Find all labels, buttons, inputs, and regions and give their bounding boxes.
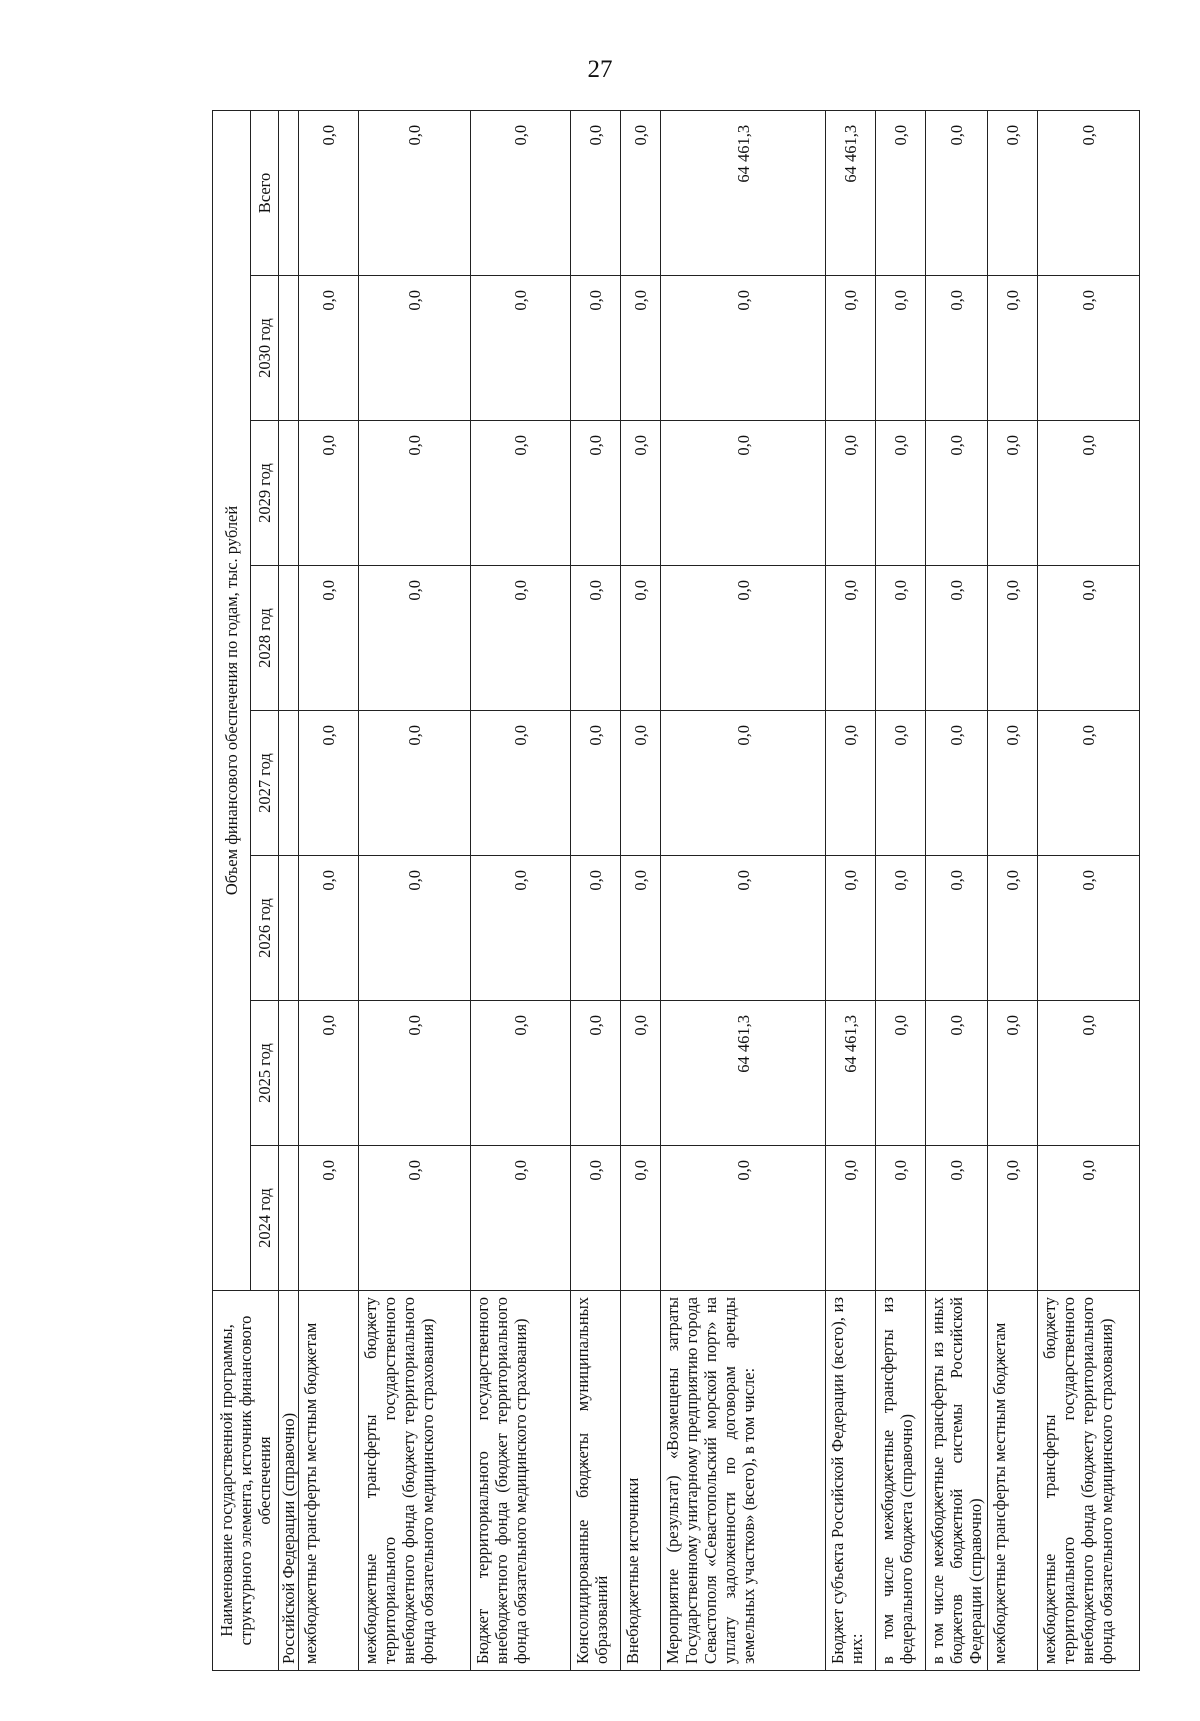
value-cell: 0,0 — [621, 421, 661, 566]
table-row — [621, 110, 661, 1670]
row-name: Внебюджетные источники — [621, 1291, 661, 1671]
value-cell: 0,0 — [876, 276, 926, 421]
value-cell: 0,0 — [988, 1001, 1038, 1146]
value-cell: 0,0 — [1038, 566, 1140, 711]
value-cell: 0,0 — [299, 1146, 359, 1291]
value-cell: 0,0 — [621, 1146, 661, 1291]
value-cell: 0,0 — [988, 1146, 1038, 1291]
header-year: 2026 год — [251, 856, 279, 1001]
value-cell: 0,0 — [1038, 711, 1140, 856]
value-cell: 0,0 — [471, 711, 571, 856]
table-row — [571, 110, 621, 1670]
value-cell: 0,0 — [926, 110, 988, 275]
value-cell: 0,0 — [1038, 276, 1140, 421]
value-cell: 0,0 — [826, 276, 876, 421]
value-cell: 0,0 — [926, 276, 988, 421]
table-row — [826, 110, 876, 1670]
row-name: Консолидированные бюджеты муниципальных образований — [571, 1291, 621, 1671]
value-cell: 64 461,3 — [661, 1001, 826, 1146]
value-cell: 0,0 — [571, 421, 621, 566]
page-number: 27 — [587, 56, 613, 83]
table-row — [661, 110, 826, 1670]
row-name: Мероприятие (результат) «Возмещены затраты Государственному унитарному предприятию города Севастополя «Севастопольский морской порт» на уплату задолженности по договорам аренды земельных участков» (всего), в том числе: — [661, 1291, 826, 1671]
value-cell: 0,0 — [876, 421, 926, 566]
value-cell: 0,0 — [299, 566, 359, 711]
row-name: Бюджет территориального государственного внебюджетного фонда (бюджет территориального фонда обязательного медицинского страхования) — [471, 1291, 571, 1671]
value-cell: 0,0 — [1038, 1146, 1140, 1291]
value-cell: 0,0 — [926, 421, 988, 566]
value-cell: 0,0 — [299, 856, 359, 1001]
row-name: межбюджетные трансферты бюджету территориального государственного внебюджетного фонда (бюджету территориального фонда обязательного медицинского страхования) — [359, 1291, 471, 1671]
top-row-label: Российской Федерации (справочно) — [279, 1291, 299, 1671]
table-row — [1038, 110, 1140, 1670]
header-year: 2025 год — [251, 1001, 279, 1146]
value-cell: 0,0 — [661, 1146, 826, 1291]
value-cell: 0,0 — [1038, 856, 1140, 1001]
value-cell: 0,0 — [621, 566, 661, 711]
value-cell: 0,0 — [571, 1001, 621, 1146]
value-cell: 0,0 — [876, 1146, 926, 1291]
value-cell: 0,0 — [299, 276, 359, 421]
value-cell: 64 461,3 — [826, 1001, 876, 1146]
header-group: Объем финансового обеспечения по годам, тыс. рублей — [213, 110, 251, 1290]
value-cell: 0,0 — [876, 1001, 926, 1146]
value-cell: 0,0 — [359, 1001, 471, 1146]
row-name: межбюджетные трансферты местным бюджетам — [299, 1291, 359, 1671]
value-cell: 64 461,3 — [661, 110, 826, 275]
value-cell: 0,0 — [661, 856, 826, 1001]
value-cell: 0,0 — [571, 276, 621, 421]
financing-table — [212, 110, 1140, 1671]
value-cell: 0,0 — [926, 566, 988, 711]
value-cell: 0,0 — [826, 421, 876, 566]
value-cell: 0,0 — [661, 711, 826, 856]
value-cell: 0,0 — [359, 566, 471, 711]
row-name: в том числе межбюджетные трансферты из федерального бюджета (справочно) — [876, 1291, 926, 1671]
header-year: 2028 год — [251, 566, 279, 711]
header-year: 2027 год — [251, 711, 279, 856]
value-cell: 0,0 — [988, 276, 1038, 421]
value-cell: 0,0 — [621, 1001, 661, 1146]
row-name: межбюджетные трансферты бюджету территориального государственного внебюджетного фонда (бюджету территориального фонда обязательного медицинского страхования) — [1038, 1291, 1140, 1671]
value-cell: 0,0 — [826, 856, 876, 1001]
value-cell: 0,0 — [299, 1001, 359, 1146]
value-cell: 0,0 — [826, 711, 876, 856]
value-cell: 0,0 — [471, 110, 571, 275]
value-cell: 0,0 — [826, 566, 876, 711]
value-cell: 0,0 — [826, 1146, 876, 1291]
value-cell: 0,0 — [359, 421, 471, 566]
table-row — [876, 110, 926, 1670]
value-cell: 0,0 — [359, 110, 471, 275]
value-cell: 0,0 — [661, 421, 826, 566]
value-cell: 0,0 — [471, 276, 571, 421]
value-cell: 0,0 — [471, 1146, 571, 1291]
value-cell: 0,0 — [571, 711, 621, 856]
value-cell: 0,0 — [471, 1001, 571, 1146]
header-name-column: Наименование государственной программы, структурного элемента, источник финансового обеспечения — [213, 1291, 279, 1671]
value-cell: 0,0 — [988, 421, 1038, 566]
row-name: Бюджет субъекта Российской Федерации (всего), из них: — [826, 1291, 876, 1671]
value-cell: 0,0 — [988, 711, 1038, 856]
value-cell: 0,0 — [571, 110, 621, 275]
value-cell: 0,0 — [299, 110, 359, 275]
value-cell: 0,0 — [571, 566, 621, 711]
value-cell: 0,0 — [299, 711, 359, 856]
row-name: в том числе межбюджетные трансферты из иных бюджетов бюджетной системы Российской Федерации (справочно) — [926, 1291, 988, 1671]
value-cell: 0,0 — [621, 110, 661, 275]
value-cell: 0,0 — [299, 421, 359, 566]
header-year: 2024 год — [251, 1146, 279, 1291]
value-cell: 0,0 — [661, 276, 826, 421]
value-cell: 0,0 — [571, 1146, 621, 1291]
value-cell: 0,0 — [876, 856, 926, 1001]
value-cell: 0,0 — [926, 711, 988, 856]
value-cell: 0,0 — [926, 856, 988, 1001]
value-cell: 0,0 — [876, 711, 926, 856]
row-name: межбюджетные трансферты местным бюджетам — [988, 1291, 1038, 1671]
value-cell: 64 461,3 — [826, 110, 876, 275]
value-cell: 0,0 — [359, 856, 471, 1001]
value-cell: 0,0 — [926, 1146, 988, 1291]
value-cell: 0,0 — [876, 566, 926, 711]
value-cell: 0,0 — [988, 110, 1038, 275]
value-cell: 0,0 — [661, 566, 826, 711]
value-cell: 0,0 — [621, 711, 661, 856]
value-cell: 0,0 — [359, 1146, 471, 1291]
value-cell: 0,0 — [621, 276, 661, 421]
value-cell: 0,0 — [571, 856, 621, 1001]
rotated-table-container — [212, 111, 1122, 1671]
value-cell: 0,0 — [876, 110, 926, 275]
value-cell: 0,0 — [471, 566, 571, 711]
table-row — [926, 110, 988, 1670]
table-row — [471, 110, 571, 1670]
value-cell: 0,0 — [1038, 110, 1140, 275]
value-cell: 0,0 — [1038, 421, 1140, 566]
value-cell: 0,0 — [621, 856, 661, 1001]
value-cell: 0,0 — [988, 856, 1038, 1001]
value-cell: 0,0 — [926, 1001, 988, 1146]
value-cell: 0,0 — [359, 276, 471, 421]
value-cell: 0,0 — [1038, 1001, 1140, 1146]
value-cell: 0,0 — [988, 566, 1038, 711]
header-year: 2030 год — [251, 276, 279, 421]
table-row — [359, 110, 471, 1670]
value-cell: 0,0 — [471, 856, 571, 1001]
header-year: Всего — [251, 110, 279, 275]
value-cell: 0,0 — [471, 421, 571, 566]
table-row — [988, 110, 1038, 1670]
header-year: 2029 год — [251, 421, 279, 566]
table-row — [299, 110, 359, 1670]
value-cell: 0,0 — [359, 711, 471, 856]
